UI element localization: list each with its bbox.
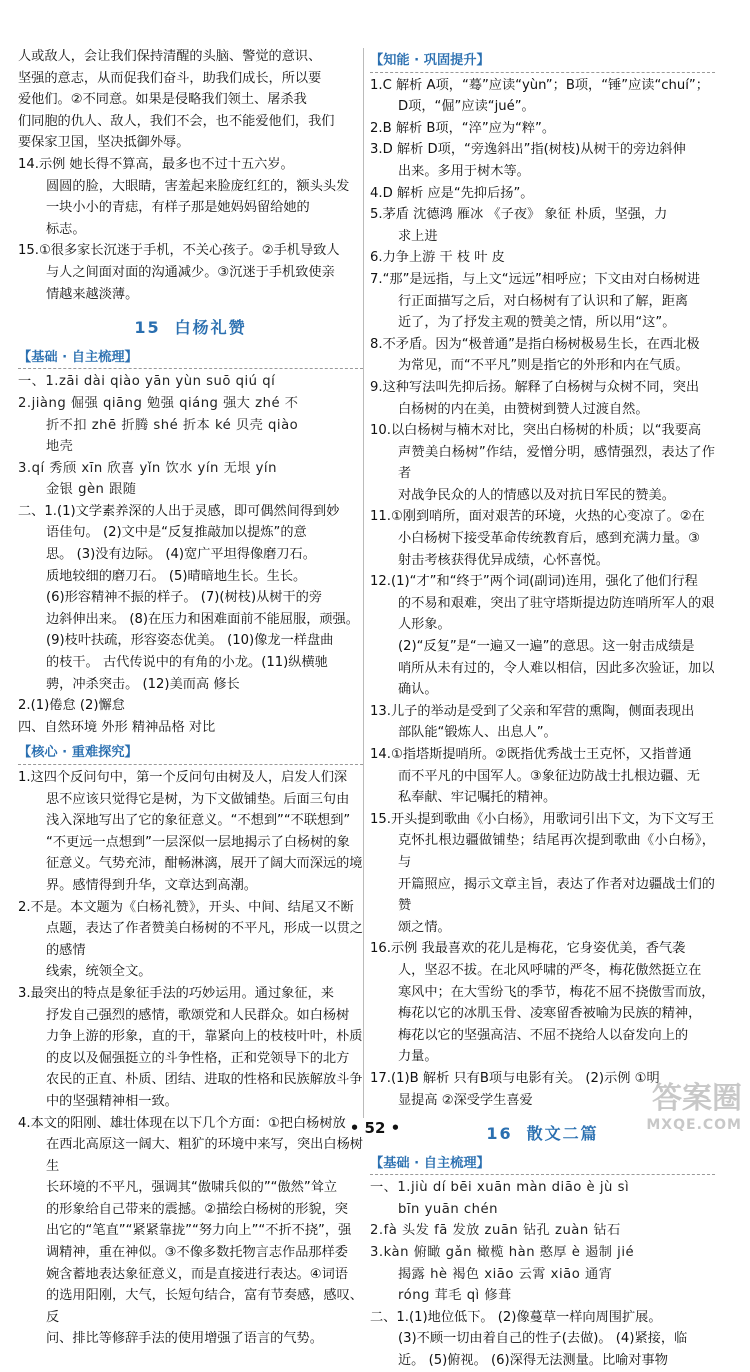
text-line: 坚强的意志，从而促我们奋斗，助我们成长，所以要 [18, 70, 322, 86]
text-line: 14.①指塔斯提哨所。②既指优秀战士王克怀，又指普通 [370, 747, 692, 762]
text-line: 3.D 解析 D项，“旁逸斜出”指(树枝)从树干的旁边斜伸 [370, 142, 686, 158]
lesson-name: 散文二篇 [526, 1124, 599, 1144]
watermark-logo: 答案圈 [652, 1081, 742, 1116]
text-line: 白杨树的内在美，由赞树到赞人过渡自然。 [398, 401, 649, 417]
text-line: 征意义。气势充沛，酣畅淋漓，展开了阔大而深远的境 [46, 856, 363, 872]
watermark-url: MXQE.COM [646, 1117, 742, 1133]
text-line: 调精神，重在神似。③不像多数托物言志作品那样委 [46, 1245, 348, 1261]
text-line: 金银 gèn 跟随 [46, 482, 137, 498]
text-line: 3.最突出的特点是象征手法的巧妙运用。通过象征，来 [18, 985, 334, 1001]
text-line: 4.D 解析 应是“先抑后扬”。 [370, 185, 534, 201]
text-line: 12.(1)“才”和“终于”两个词(副词)连用，强化了他们行程 [370, 574, 698, 590]
text-line: 爱他们。②不同意。如果是侵略我们领土、屠杀我 [18, 92, 307, 108]
lesson-name: 白杨礼赞 [174, 318, 247, 338]
text-line: 折不扣 zhē 折腾 shé 折本 ké 贝壳 qiào [46, 417, 299, 433]
answer-15 [18, 240, 363, 305]
text-line: 地壳 [46, 439, 74, 455]
text-line: 二、1.(1)地位低下。 (2)像蔓草一样向周围扩展。 [370, 1309, 662, 1325]
text-line: 近了，为了抒发主观的赞美之情，所以用“这”。 [398, 315, 676, 331]
text-line: 标志。 [46, 221, 86, 237]
text-line: 1.C 解析 A项，“蓦”应读“yùn”；B项，“锤”应读“chuí”； [370, 77, 709, 93]
text-line: 2.fà 头发 fā 发放 zuān 钻孔 zuàn 钻石 [370, 1223, 621, 1239]
text-line: 二、1.(1)文学素养深的人出于灵感，即可偶然间得到妙 [18, 503, 340, 519]
core-section [18, 767, 363, 1350]
text-line: 私奉献、牢记嘱托的精神。 [398, 790, 557, 806]
text-line: 问、排比等修辞手法的使用增强了语言的气势。 [46, 1331, 323, 1347]
text-line: 农民的正直、朴质、团结、进取的性格和民族解放斗争 [46, 1072, 363, 1088]
text-line: 行正面描写之后，对白杨树有了认识和了解，距离 [398, 293, 689, 309]
text-line: 而不平凡的中国军人。③象征边防战士扎根边疆、无 [398, 768, 700, 784]
text-line: 1.这四个反问句中，第一个反问句由树及人，启发人们深 [18, 770, 348, 785]
text-line: 2.(1)倦怠 (2)懈怠 [18, 698, 125, 714]
text-line: 15.①很多家长沉迷于手机，不关心孩子。②手机导致人 [18, 243, 340, 259]
text-line: (2)“反复”是“一遍又一遍”的意思。这一射击成绩是 [398, 639, 695, 655]
lesson-title [18, 317, 363, 339]
text-line: róng 茸毛 qì 修葺 [398, 1288, 512, 1304]
text-line: 浅入深地写出了它的象征意义。“不想到”“不联想到” [46, 813, 351, 829]
text-line: (6)形容精神不振的样子。 (7)(树枝)从树干的旁 [46, 590, 323, 606]
text-line: 边斜伸出来。 (8)在压力和困难面前不能屈服，顽强。 [46, 611, 359, 627]
text-line: 婉含蓄地表达象征意义，而是直接进行表达。④词语 [46, 1266, 348, 1282]
text-line: 16.示例 我最喜欢的花儿是梅花，它身姿优美，香气袭 [370, 941, 686, 957]
text-line: (9)枝叶扶疏，形容姿态优美。 (10)像龙一样盘曲 [46, 633, 334, 649]
text-line: 骋，冲杀突击。 (12)美而高 修长 [46, 676, 240, 692]
text-line: 小白杨树下接受革命传统教育后，感到充满力量。③ [398, 531, 700, 547]
text-line: 思。 (3)没有边际。 (4)宽广平坦得像磨刀石。 [46, 547, 316, 563]
knowledge-section [370, 75, 715, 1112]
text-line: 揭露 hè 褐色 xiāo 云霄 xiāo 通宵 [398, 1266, 613, 1282]
text-line: 8.不矛盾。因为“极普通”是指白杨树极易生长，在西北极 [370, 336, 700, 352]
text-line: 3.qí 秀颀 xīn 欣喜 yǐn 饮水 yín 无垠 yín [18, 460, 277, 476]
text-line: D项，“倔”应读“jué”。 [398, 99, 535, 115]
text-line: 线索，统领全文。 [46, 964, 152, 980]
text-line: bīn yuān chén [398, 1201, 498, 1217]
text-line: 的皮以及倔强挺立的斗争性格，正和党领导下的北方 [46, 1050, 350, 1066]
page-number: • 52 • [349, 1119, 401, 1137]
text-line: 要保家卫国，坚决抵御外辱。 [18, 135, 190, 151]
section-tag-basic: 【 基础 · 自主梳理 】 [370, 1153, 715, 1176]
text-line: 的枝干。 古代传说中的有角的小龙。(11)纵横驰 [46, 655, 328, 671]
text-line: 的不易和艰难，突出了驻守塔斯提边防连哨所军人的艰 [398, 595, 715, 611]
text-line: 一块小小的青痣，有样子那是她妈妈留给她的 [46, 200, 310, 216]
text-line: 语佳句。 (2)文中是“反复推敲加以提炼”的意 [46, 525, 307, 541]
basic-section-16 [370, 1177, 715, 1371]
text-line: 部队能“锻炼人、出息人”。 [398, 725, 557, 741]
text-line: 圆圆的脸，大眼睛，害羞起来脸庞红红的，额头头发 [46, 178, 350, 194]
text-line: 颂之情。 [398, 919, 451, 935]
text-line: 15.开头提到歌曲《小白杨》，用歌词引出下文，为下文写王 [370, 811, 715, 827]
text-line: 确认。 [398, 682, 438, 698]
section-tag-knowledge: 【 知能 · 巩固提升 】 [370, 50, 715, 73]
text-line: 近。 (5)俯视。 (6)深得无法测量。比喻对事物 [398, 1353, 668, 1369]
text-line: 2.B 解析 B项，“淬”应为“粹”。 [370, 120, 556, 136]
text-line: 一、1.jiù dí bēi xuān màn diāo è jù sì [370, 1180, 630, 1196]
text-line: “不更远一点想到”一层深似一层地揭示了白杨树的象 [46, 834, 350, 850]
lesson-number: 15 [134, 318, 161, 338]
text-line: 对战争民众的人的情感以及对抗日军民的赞美。 [398, 487, 675, 503]
text-line: 11.①刚到哨所，面对艰苦的环境，火热的心变凉了。②在 [370, 509, 705, 525]
text-line: 2.jiàng 倔强 qiāng 勉强 qiáng 强大 zhé 不 [18, 395, 299, 411]
text-line: 10.以白杨树与楠木对比，突出白杨树的朴质；以“我要高 [370, 423, 702, 439]
text-line: 克怀扎根边疆做铺垫；结尾再次提到歌曲《小白杨》，与 [398, 833, 715, 870]
watermark [592, 1082, 742, 1140]
text-line: 哨所从未有过的，令人难以相信，因此多次验证，加以 [398, 660, 715, 676]
text-line: 情越来越淡薄。 [46, 286, 139, 302]
text-line: 出来。多用于树木等。 [398, 163, 530, 179]
text-line: 3.kàn 俯瞰 gǎn 橄榄 hàn 憨厚 è 遏制 jié [370, 1245, 635, 1261]
section-tag-basic: 【 基础 · 自主梳理 】 [18, 347, 363, 370]
basic-section-2 [18, 501, 363, 739]
text-line: 梅花以它的坚强高洁、不屈不挠给人以奋发向上的 [398, 1027, 689, 1043]
text-line: 声赞美白杨树”作结，爱憎分明，感情强烈，表达了作者 [398, 444, 715, 482]
text-line: 中的坚强精神相一致。 [46, 1093, 178, 1109]
text-line: 们同胞的仇人、敌人，我们不会，也不能爱他们，我们 [18, 113, 335, 129]
text-line: 开篇照应，揭示文章主旨，表达了作者对边疆战士们的赞 [398, 876, 715, 914]
text-line: 四、自然环境 外形 精神品格 对比 [18, 719, 216, 735]
text-line: 为常见，而“不平凡”则是指它的外形和内在气质。 [398, 358, 689, 374]
text-line: 13.儿子的举动是受到了父亲和军营的熏陶，侧面表现出 [370, 703, 695, 719]
text-line: 抒发自己强烈的感情，歌颂党和人民群众。如白杨树 [46, 1007, 350, 1023]
lesson-number: 16 [486, 1124, 513, 1144]
text-line: 7.“那”是远指，与上文“远远”相呼应；下文由对白杨树进 [370, 271, 701, 287]
text-line: 质地较细的磨刀石。 (5)晴暗地生长。生长。 [46, 568, 307, 584]
text-line: (3)不顾一切由着自己的性子(去做)。 (4)紧接，临 [398, 1331, 688, 1347]
text-line: 6.力争上游 干 枝 叶 皮 [370, 250, 505, 266]
text-line: 在西北高原这一阔大、粗犷的环境中来写，突出白杨树生 [46, 1137, 363, 1174]
text-line: 思不应该只觉得它是树，为下文做铺垫。后面三句由 [46, 791, 350, 807]
text-line: 的形象给自己带来的震撼。②描绘白杨树的形貌，突 [46, 1201, 348, 1217]
text-line: 人，坚忍不拔。在北风呼啸的严冬，梅花傲然挺立在 [398, 962, 702, 978]
text-line: 与人之间面对面的沟通减少。③沉迷于手机致使亲 [46, 264, 335, 280]
text-line: 界。感情得到升华，文章达到高潮。 [46, 877, 257, 893]
text-line: 14.示例 她长得不算高，最多也不过十五六岁。 [18, 156, 294, 172]
text-line: 射击考核获得优异成绩，心怀喜悦。 [398, 552, 609, 568]
text-line: 一、1.zāi dài qiào yān yùn suō qiú qí [18, 374, 276, 390]
text-line: 出它的“笔直”“紧紧靠拢”“努力向上”“不折不挠”，强 [46, 1223, 352, 1239]
basic-section [18, 371, 363, 501]
right-column [370, 46, 715, 1372]
text-line: 的选用阳刚，大气，长短句结合，富有节奏感，感叹、反 [46, 1288, 363, 1325]
text-line: 梅花以它的冰肌玉骨、凌寒留香被喻为民族的精神， [398, 1006, 702, 1022]
left-column [18, 46, 363, 1350]
answer-14 [18, 154, 363, 240]
text-line: 5.茅盾 沈德鸿 雁冰 《子夜》 象征 朴质，坚强，力 [370, 207, 668, 223]
text-line: 人或敌人，会让我们保持清醒的头脑、警觉的意识、 [18, 49, 322, 64]
text-line: 4.本文的阳刚、雄壮体现在以下几个方面：①把白杨树放 [18, 1115, 346, 1131]
text-line: 9.这种写法叫先抑后扬。解释了白杨树与众树不同，突出 [370, 379, 700, 395]
text-line: 力争上游的形象，直的干，靠紧向上的枝枝叶叶，朴质 [46, 1029, 363, 1045]
text-line: 寒风中；在大雪纷飞的季节，梅花不屈不挠傲雪而放， [398, 984, 715, 1000]
text-line: 17.(1)B 解析 只有B项与电影有关。 (2)示例 ①明 [370, 1070, 660, 1086]
section-tag-core: 【 核心 · 重难探究 】 [18, 742, 363, 765]
text-line: 点题，表达了作者赞美白杨树的不平凡，形成一以贯之的感情 [46, 921, 363, 958]
text-line: 人形象。 [398, 617, 451, 633]
text-line: 长环境的不平凡，强调其“傲啸兵似的”“傲然”耸立 [46, 1180, 338, 1196]
continued-answer [18, 46, 363, 154]
text-line: 求上进 [398, 228, 438, 244]
text-line: 力量。 [398, 1049, 438, 1065]
column-divider [363, 48, 364, 1118]
text-line: 显提高 ②深受学生喜爱 [398, 1092, 533, 1108]
text-line: 2.不是。本文题为《白杨礼赞》，开头、中间、结尾又不断 [18, 899, 354, 915]
